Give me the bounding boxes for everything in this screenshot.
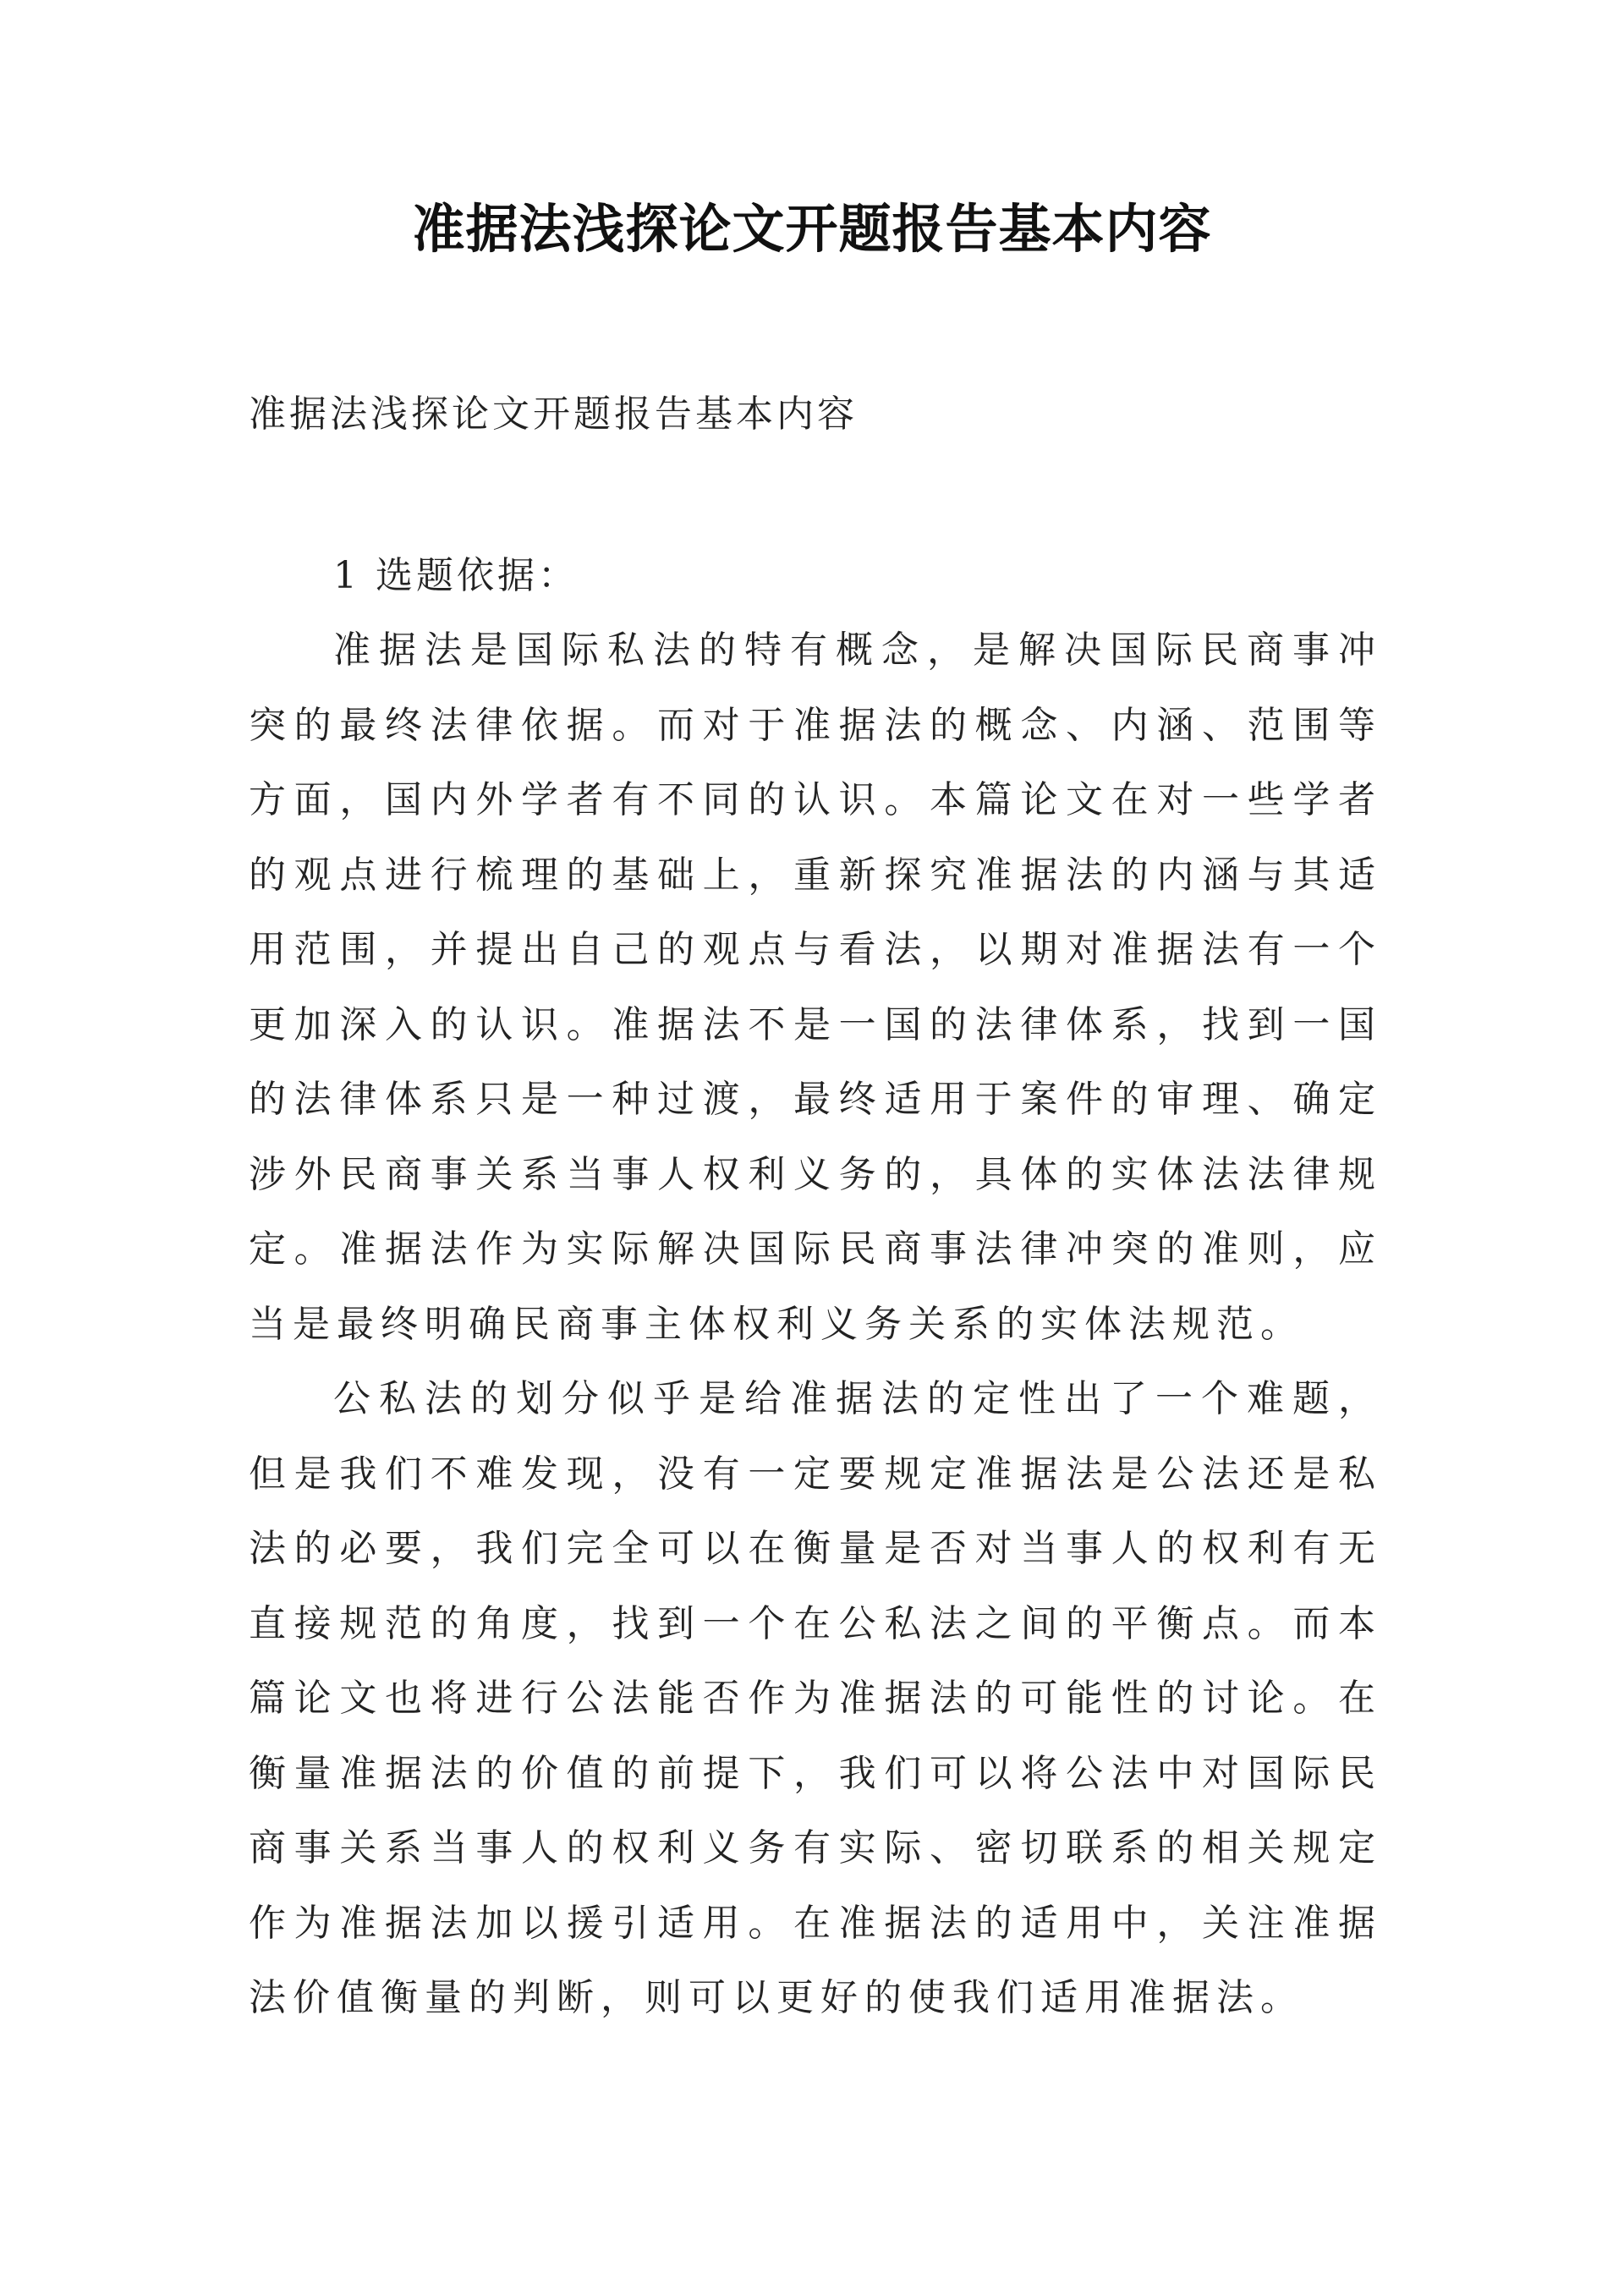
document-title: 准据法浅探论文开题报告基本内容 bbox=[412, 198, 1212, 260]
document-subtitle: 准据法浅探论文开题报告基本内容 bbox=[249, 393, 858, 436]
document-body bbox=[249, 539, 1382, 2036]
section-heading: 1 选题依据： bbox=[333, 554, 579, 597]
paragraph: 公私法的划分似乎是给准据法的定性出了一个难题，但是我们不难发现，没有一定要规定准据法是公法还是私法的必要，我们完全可以在衡量是否对当事人的权利有无直接规范的角度，找到一个在公私法之间的平衡点。而本篇论文也将进行公法能否作为准据法的可能性的讨论。在衡量准据法的价值的前提下，我们可以将公法中对国际民商事关系当事人的权利义务有实际、密切联系的相关规定作为准据法加以援引适用。在准据法的适用中，关注准据法价值衡量的判断，则可以更好的使我们适用准据法。 bbox=[249, 1377, 1382, 2019]
paragraph: 准据法是国际私法的特有概念，是解决国际民商事冲突的最终法律依据。而对于准据法的概念、内涵、范围等方面，国内外学者有不同的认识。本篇论文在对一些学者的观点进行梳理的基础上，重新探究准据法的内涵与其适用范围，并提出自己的观点与看法，以期对准据法有一个更加深入的认识。准据法不是一国的法律体系，找到一国的法律体系只是一种过渡，最终适用于案件的审理、确定涉外民商事关系当事人权利义务的，具体的实体法法律规定。准据法作为实际解决国际民商事法律冲突的准则，应当是最终明确民商事主体权利义务关系的实体法规范。 bbox=[249, 629, 1382, 1346]
